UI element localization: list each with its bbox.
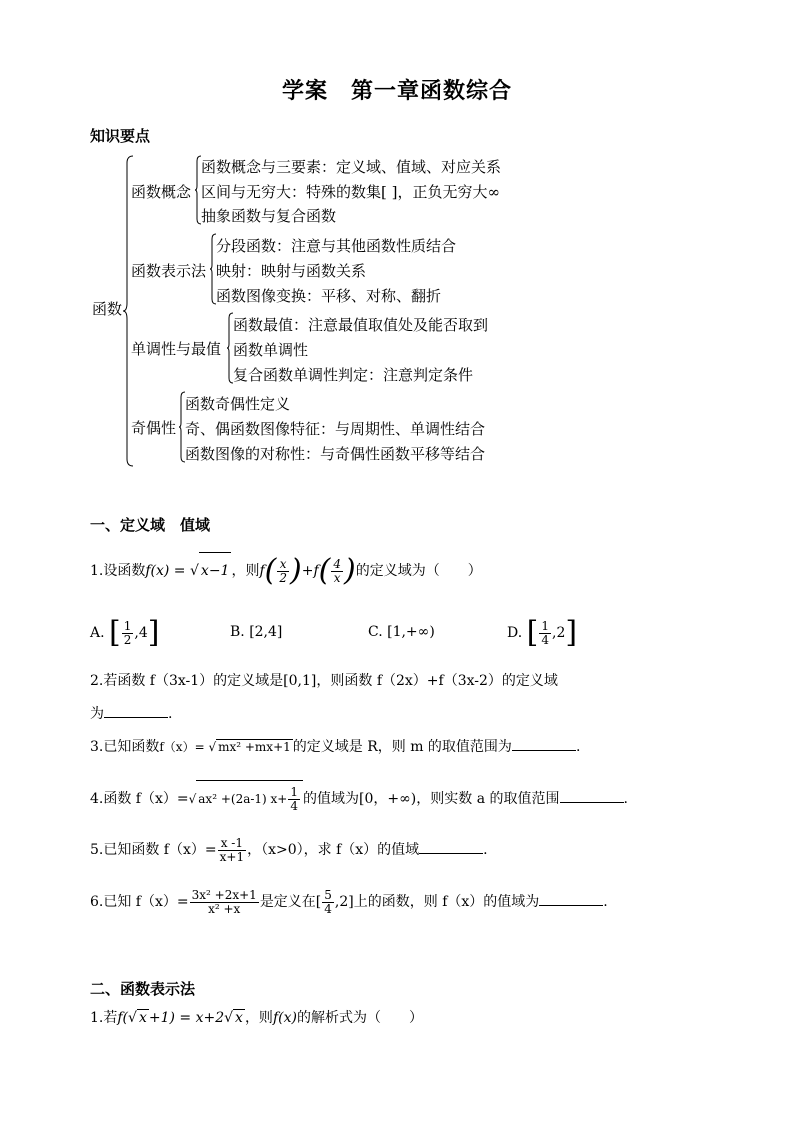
q6-interval-frac: $\frac{5}{4}$ bbox=[324, 887, 332, 916]
q3-suffix: 的定义域是 R，则 m 的取值范围为 bbox=[292, 739, 512, 755]
question-1 bbox=[90, 552, 482, 589]
q2-line1: 2.若函数 f（3x-1）的定义域是[0,1]，则函数 f（2x）+f（3x-2）的定义域 bbox=[90, 673, 558, 689]
section2-question-1 bbox=[90, 1007, 423, 1027]
section1-heading: 一、定义域 值域 bbox=[90, 516, 211, 534]
group-concept-item-2: 区间与无穷大：特殊的数集[ ]，正负无穷大∞ bbox=[201, 183, 500, 201]
group-representation-item-2: 映射：映射与函数关系 bbox=[216, 262, 367, 280]
tree-root-label: 函数 bbox=[92, 300, 123, 318]
section2-heading: 二、函数表示法 bbox=[90, 980, 196, 998]
s2q1-suffix: 的解析式为（ ） bbox=[296, 1010, 423, 1026]
group-concept-item-1: 函数概念与三要素：定义域、值域、对应关系 bbox=[201, 158, 502, 176]
q2-line2: 为 . bbox=[90, 703, 172, 723]
q3-prefix: 3.已知函数 bbox=[90, 739, 160, 755]
group-label-concept: 函数概念 bbox=[131, 183, 192, 201]
question-4: 4.函数 f（x）=√ ax² +(2a-1) x+ $\frac{1}{4}$ 的值域为[0，+∞)，则实数 a 的取值范围 . bbox=[90, 780, 628, 817]
group-label-parity: 奇偶性 bbox=[131, 419, 177, 437]
question-6: 6.已知 f（x）= $\frac{\text{3x² +2x+1}}{\text{x² +x}}$ 是定义在[ $\frac{5}{4}$ ,2]上的函数，则 f（x）的值域为 . bbox=[90, 887, 608, 916]
group-monotonicity-item-1: 函数最值：注意最值取值处及能否取到 bbox=[233, 316, 489, 334]
q1-func: f(x) = √ x−1 bbox=[145, 563, 231, 579]
knowledge-heading: 知识要点 bbox=[90, 127, 151, 145]
q1-expr: f( $\frac{x}{2}$ )+f( $\frac{4}{x}$ ) bbox=[259, 553, 356, 588]
group-monotonicity-item-3: 复合函数单调性判定：注意判定条件 bbox=[233, 366, 474, 384]
q1-prefix: 1.设函数 bbox=[90, 563, 146, 579]
q1-option-a: A. [ $\frac{1}{2}$ ,4] bbox=[90, 615, 160, 650]
q5-prefix: 5.已知函数 f（x）= bbox=[90, 842, 217, 858]
q6-suffix: ]上的函数，则 f（x）的值域为 bbox=[348, 894, 540, 910]
s2q1-mid: ，则 bbox=[244, 1010, 273, 1026]
group-label-monotonicity: 单调性与最值 bbox=[131, 340, 222, 358]
s2q1-func: f(√ x +1) = x+2√ x bbox=[117, 1010, 243, 1026]
question-5: 5.已知函数 f（x）= $\frac{x -1}{x+1}$ ，（x>0），求 f（x）的值域 . bbox=[90, 835, 488, 864]
q4-prefix: 4.函数 f（x）= bbox=[90, 791, 189, 807]
q5-func: $\frac{x -1}{x+1}$ bbox=[219, 835, 245, 864]
q1-option-c: C. [1,+∞) bbox=[368, 624, 435, 640]
q1-option-b: B. [2,4] bbox=[230, 624, 283, 640]
page-title: 学案 第一章函数综合 bbox=[281, 78, 512, 104]
q6-func: $\frac{\text{3x² +2x+1}}{\text{x² +x}}$ bbox=[191, 887, 257, 916]
group-parity-item-2: 奇、偶函数图像特征：与周期性、单调性结合 bbox=[185, 420, 486, 438]
q1-suffix: 的定义域为（ ） bbox=[355, 563, 482, 579]
q4-suffix: 的值域为[0，+∞)，则实数 a 的取值范围 bbox=[303, 791, 560, 807]
group-monotonicity-item-2: 函数单调性 bbox=[233, 341, 309, 359]
q4-func: √ ax² +(2a-1) x+ $\frac{1}{4}$ bbox=[189, 792, 303, 806]
group-parity-item-1: 函数奇偶性定义 bbox=[185, 395, 291, 413]
s2q1-expr: f(x) bbox=[272, 1010, 297, 1026]
group-representation-item-1: 分段函数：注意与其他函数性质结合 bbox=[216, 237, 457, 255]
q1-option-d: D. [ $\frac{1}{4}$ ,2] bbox=[507, 615, 578, 650]
s2q1-prefix: 1.若 bbox=[90, 1010, 118, 1026]
question-3: 3.已知函数f（x）= √ mx² +mx+1 的定义域是 R，则 m 的取值范围为 . bbox=[90, 736, 580, 756]
q1-mid: ，则 bbox=[231, 563, 260, 579]
q6-prefix: 6.已知 f（x）= bbox=[90, 894, 189, 910]
group-concept-item-3: 抽象函数与复合函数 bbox=[201, 207, 337, 225]
group-label-representation: 函数表示法 bbox=[131, 262, 207, 280]
group-representation-item-3: 函数图像变换：平移、对称、翻折 bbox=[216, 287, 442, 305]
q3-func: f（x）= √ mx² +mx+1 bbox=[159, 740, 291, 754]
group-parity-item-3: 函数图像的对称性：与奇偶性函数平移等结合 bbox=[185, 445, 486, 463]
q6-mid: 是定义在[ bbox=[259, 894, 322, 910]
q5-suffix: ，（x>0），求 f（x）的值域 bbox=[247, 842, 420, 858]
